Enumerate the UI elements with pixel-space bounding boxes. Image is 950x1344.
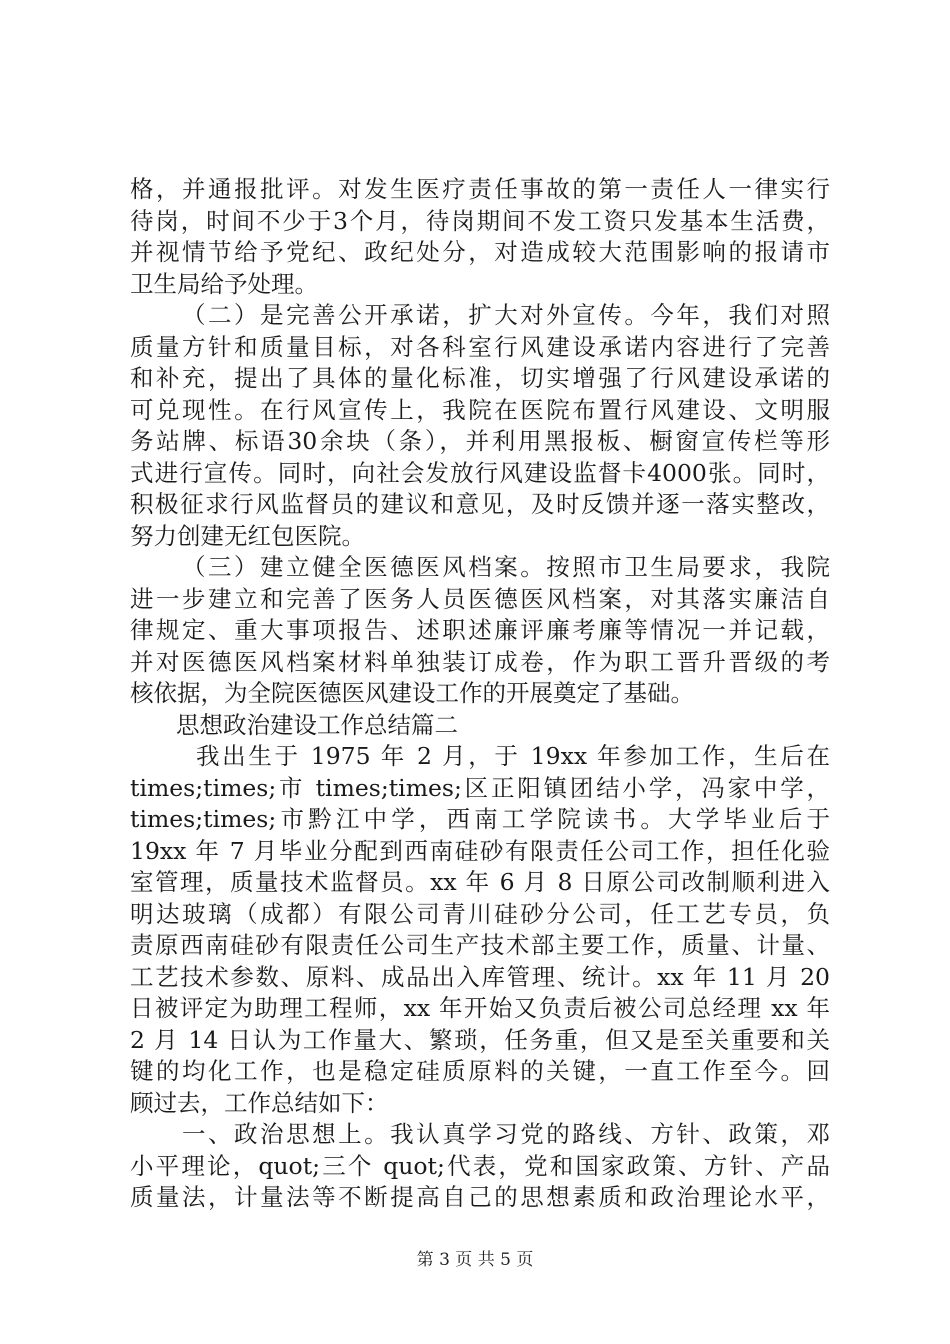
text-line: times;times;市 times;times;区正阳镇团结小学，冯家中学， — [130, 773, 830, 802]
text-line: 质量法，计量法等不断提高自己的思想素质和政治理论水平， — [130, 1183, 830, 1211]
text-line: 工艺技术参数、原料、成品出入库管理、统计。xx 年 11 月 20 — [130, 962, 830, 991]
text-line: （二）是完善公开承诺，扩大对外宣传。今年，我们对照 — [182, 301, 830, 329]
paragraph-penalty — [130, 174, 830, 300]
paragraph-political-thought — [130, 1119, 830, 1214]
text-line: （三）建立健全医德医风档案。按照市卫生局要求，我院 — [182, 553, 830, 581]
paragraph-section-three — [130, 552, 830, 710]
text-line: 2 月 14 日认为工作量大、繁琐，任务重，但又是至关重要和关 — [130, 1025, 830, 1054]
text-line: 一、政治思想上。我认真学习党的路线、方针、政策，邓 — [182, 1120, 830, 1148]
text-line: 顾过去，工作总结如下： — [130, 1088, 389, 1117]
text-line: 积极征求行风监督员的建议和意见，及时反馈并逐一落实整改， — [130, 490, 830, 518]
text-line: 责原西南硅砂有限责任公司生产技术部主要工作，质量、计量、 — [130, 931, 830, 959]
text-line: 质量方针和质量目标，对各科室行风建设承诺内容进行了完善 — [130, 332, 830, 361]
text-line: 格，并通报批评。对发生医疗责任事故的第一责任人一律实行 — [130, 175, 830, 203]
text-line: 务站牌、标语30余块（条），并利用黑报板、橱窗宣传栏等形 — [130, 427, 830, 455]
text-line: 我出生于 1975 年 2 月，于 19xx 年参加工作，生后在 — [196, 742, 830, 770]
text-line: 努力创建无红包医院。 — [130, 521, 365, 550]
text-line: 可兑现性。在行风宣传上，我院在医院布置行风建设、文明服 — [130, 395, 830, 424]
text-line: 待岗，时间不少于3个月，待岗期间不发工资只发基本生活费， — [130, 206, 830, 235]
text-line: 并对医德医风档案材料单独装订成卷，作为职工晋升晋级的考 — [130, 647, 830, 676]
section-heading — [130, 710, 830, 742]
text-line: 并视情节给予党纪、政纪处分，对造成较大范围影响的报请市 — [130, 238, 830, 266]
paragraph-biography — [130, 741, 830, 1119]
text-line: 明达玻璃（成都）有限公司青川硅砂分公司，任工艺专员，负 — [130, 899, 830, 928]
text-line: 进一步建立和完善了医务人员医德医风档案，对其落实廉洁自 — [130, 584, 830, 613]
text-line: 核依据，为全院医德医风建设工作的开展奠定了基础。 — [130, 679, 694, 707]
text-line: 和补充，提出了具体的量化标准，切实增强了行风建设承诺的 — [130, 364, 830, 392]
text-line: 式进行宣传。同时，向社会发放行风建设监督卡4000张。同时， — [130, 458, 830, 487]
heading-text: 思想政治建设工作总结篇二 — [176, 710, 458, 739]
page-number-footer: 第 3 页 共 5 页 — [416, 1250, 534, 1270]
text-line: 键的均化工作，也是稳定硅质原料的关键，一直工作至今。回 — [130, 1057, 830, 1085]
paragraph-section-two — [130, 300, 830, 552]
text-line: times;times;市黔江中学，西南工学院读书。大学毕业后于 — [130, 805, 830, 833]
text-line: 日被评定为助理工程师，xx 年开始又负责后被公司总经理 xx 年 — [130, 994, 830, 1022]
text-line: 小平理论，quot;三个 quot;代表，党和国家政策、方针、产品 — [130, 1151, 830, 1180]
text-line: 律规定、重大事项报告、述职述廉评廉考廉等情况一并记载， — [130, 616, 830, 644]
body-text — [130, 174, 830, 1214]
text-line: 卫生局给予处理。 — [130, 269, 318, 298]
text-line: 室管理，质量技术监督员。xx 年 6 月 8 日原公司改制顺利进入 — [130, 868, 830, 896]
text-line: 19xx 年 7 月毕业分配到西南硅砂有限责任公司工作，担任化验 — [130, 836, 830, 865]
